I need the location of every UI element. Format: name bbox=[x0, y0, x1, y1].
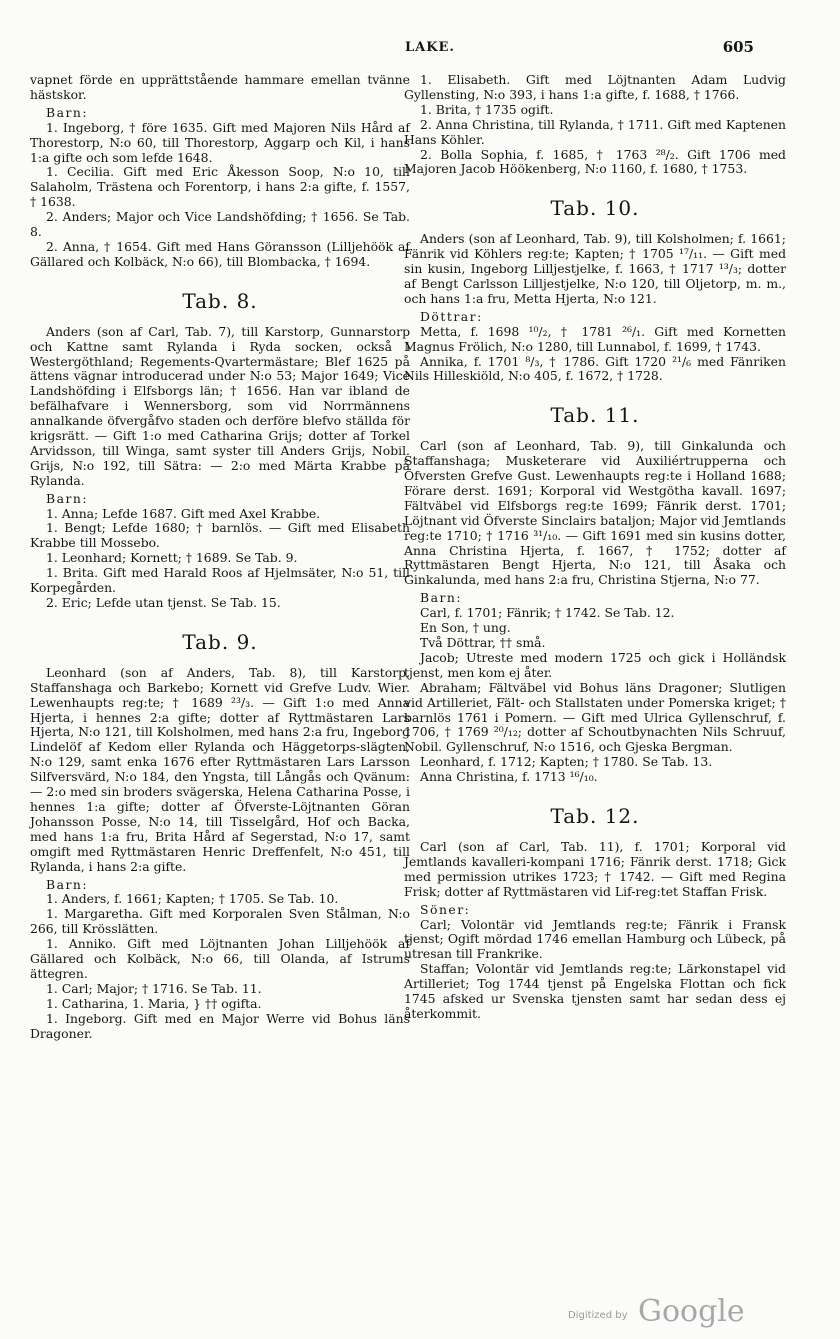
barn-heading: Barn: bbox=[46, 104, 89, 120]
child-entry: 1. Carl; Major; † 1716. Se Tab. 11. bbox=[46, 980, 262, 996]
tab-11-text: Carl (son af Leonhard, Tab. 9), till Ginkalunda och Staffanshaga; Musketerare vid Auxiliértrupperna och Öfversten Grefve Gust. Lewenhaupts reg:te i Holland 1688; Förare derst. 1691; Korporal vid Westgötha kavall. 1697; Fältväbel vid Elfsborgs reg:te 1699; Fänrik derst. 1701; Löjtnant vid Öfverste Sinclairs bataljon; Major vid Jemtlands reg:te 1710; † 1716 ³¹/₁₀. — Gift 1691 med sin kusins dotter, Anna Christina Hjerta, f. 1667, † 1752; dotter af Ryttmästaren Bengt Hjerta, N:o 121, till Åsaka och Ginkalunda, med hans 2:a fru, Christina Stjerna, N:o 77. bbox=[404, 438, 786, 588]
child-entry: Abraham; Fältväbel vid Bohus läns Dragoner; Slutligen vid Artilleriet, Fält- och Stallstaten under Pomerska kriget; † barnlös 1761 i Pomern. — Gift med Ulrica Gyllenschruf, f. 1706, † 1769 ²⁰/₁₂; dotter af Schoutbynachten Nils Schruuf, Nobil. Gyllenschruf, N:o 1516, och Gjeska Bergman. bbox=[404, 679, 786, 755]
child-entry: 1. Catharina, 1. Maria, } †† ogifta. bbox=[46, 995, 262, 1011]
tab-10-heading: Tab. 10. bbox=[550, 196, 640, 221]
child-entry: Staffan; Volontär vid Jemtlands reg:te; Lärkonstapel vid Artilleriet; Tog 1744 tjenst på Engelska Flottan och fick 1745 afsked ur Svenska tjensten samt har sedan dess ej återkommit. bbox=[404, 961, 786, 1021]
child-entry: Carl, f. 1701; Fänrik; † 1742. Se Tab. 12. bbox=[420, 605, 675, 621]
dottrar-heading: Döttrar: bbox=[420, 308, 483, 324]
left-column bbox=[30, 73, 410, 1041]
child-entry: 2. Bolla Sophia, f. 1685, † 1763 ²⁸/₂. Gift 1706 med Majoren Jacob Höökenberg, N:o 1160, f. 1680, † 1753. bbox=[404, 146, 786, 177]
child-entry: Leonhard, f. 1712; Kapten; † 1780. Se Tab. 13. bbox=[420, 754, 713, 770]
child-entry: Annika, f. 1701 ⁸/₃, † 1786. Gift 1720 ²¹/₆ med Fänriken Nils Hilleskiöld, N:o 405, f. 1672, † 1728. bbox=[404, 353, 786, 384]
child-entry: 2. Anna Christina, till Rylanda, † 1711. Gift med Kaptenen Hans Köhler. bbox=[404, 116, 786, 147]
child-entry: 1. Brita, † 1735 ogift. bbox=[420, 101, 554, 117]
tab-11-heading: Tab. 11. bbox=[550, 403, 640, 428]
page-number: 605 bbox=[722, 38, 754, 56]
tab-8-heading: Tab. 8. bbox=[182, 288, 258, 313]
child-entry: Jacob; Utreste med modern 1725 och gick i Holländsk tjenst, men kom ej åter. bbox=[404, 649, 786, 680]
child-entry: Metta, f. 1698 ¹⁰/₂, † 1781 ²⁶/₁. Gift med Kornetten Magnus Frölich, N:o 1280, till Lunnabol, f. 1699, † 1743. bbox=[404, 323, 786, 354]
tab-9-heading: Tab. 9. bbox=[182, 629, 258, 654]
child-entry: 2. Anders; Major och Vice Landshöfding; † 1656. Se Tab. 8. bbox=[30, 209, 410, 240]
running-header bbox=[0, 40, 840, 64]
child-entry: 1. Ingeborg. Gift med en Major Werre vid Bohus läns Dragoner. bbox=[30, 1010, 410, 1041]
running-title: LAKE. bbox=[405, 40, 455, 55]
child-entry: En Son, † ung. bbox=[420, 620, 511, 636]
child-entry: 2. Eric; Lefde utan tjenst. Se Tab. 15. bbox=[46, 595, 281, 610]
child-entry: 1. Anniko. Gift med Löjtnanten Johan Lilljehöök af Gällared och Kolbäck, N:o 66, till Olanda, af Istrums ättegren. bbox=[30, 936, 410, 981]
tab-8-text: Anders (son af Carl, Tab. 7), till Karstorp, Gunnarstorp och Kattne samt Rylanda i Ryda socken, också i Westergöthland; Regements-Qvartermästare; Blef 1625 på ättens vägnar introducerad under N:o 53; Major 1649; Vice Landshöfding i Elfsborgs län; † 1656. Han var ibland de befälhafvare i Wennersborg, som vid Norrmännens annalkande öfvergåfvo staden och derföre blefvo ställda för krigsrätt. — Gift 1:o med Catharina Grijs; dotter af Torkel Arvidsson, till Winga, samt syster till Anders Grijs, Nobil. Grijs, N:o 192, till Sätra: — 2:o med Märta Krabbe på Rylanda. bbox=[30, 323, 410, 488]
child-entry: 1. Leonhard; Kornett; † 1689. Se Tab. 9. bbox=[46, 550, 298, 566]
barn-heading: Barn: bbox=[46, 876, 89, 892]
google-logo: Google bbox=[638, 1294, 745, 1329]
child-entry: 1. Margaretha. Gift med Korporalen Sven Stålman, N:o 266, till Krösslätten. bbox=[30, 906, 410, 937]
right-column bbox=[404, 73, 786, 1022]
digitized-by-label: Digitized by bbox=[568, 1310, 628, 1321]
child-entry: 1. Cecilia. Gift med Eric Åkesson Soop, N:o 10, till Salaholm, Trästena och Forentorp, i hans 2:a gifte, f. 1557, † 1638. bbox=[30, 164, 410, 210]
child-entry: 1. Elisabeth. Gift med Löjtnanten Adam Ludvig Gyllensting, N:o 393, i hans 1:a gifte, f. 1688, † 1766. bbox=[404, 72, 786, 102]
tab-12-heading: Tab. 12. bbox=[550, 804, 640, 829]
tab-10-text: Anders (son af Leonhard, Tab. 9), till Kolsholmen; f. 1661; Fänrik vid Köhlers reg:te; Kapten; † 1705 ¹⁷/₁₁. — Gift med sin kusin, Ingeborg Lilljestjelke, f. 1663, † 1717 ¹³/₃; dotter af Bengt Carlsson Lilljestjelke, N:o 120, till Oljetorp, m. m., och hans 1:a fru, Metta Hjerta, N:o 121. bbox=[404, 231, 786, 306]
intro-paragraph: vapnet förde en upprättstående hammare emellan tvänne hästskor. bbox=[30, 72, 410, 102]
tab-9-text: Leonhard (son af Anders, Tab. 8), till Karstorp, Staffanshaga och Barkebo; Kornett vid Grefve Ludv. Wier. Lewenhaupts reg:te; † 1689 ²³/₃. — Gift 1:o med Anna Hjerta, i hennes 2:a gifte; dotter af Ryttmästaren Lars Hjerta, N:o 121, till Kolsholmen, med hans 2:a fru, Ingeborg Lindelöf af Kedom eller Rylanda och Häggetorps-slägten, N:o 129, samt enka 1676 efter Ryttmästaren Lars Larsson Silfversvärd, N:o 184, den Yngsta, till Långås och Qvänum: — 2:o med sin broders svägerska, Helena Catharina Posse, i hennes 1:a gifte; dotter af Öfverste-Löjtnanten Göran Johansson Posse, N:o 14, till Tisselgård, Hof och Backa, med hans 1:a fru, Brita Hård af Segerstad, N:o 17, samt omgift med Ryttmästaren Henric Dreffenfelt, N:o 451, till Rylanda, i hans 2:a gifte. bbox=[30, 664, 410, 874]
digitized-watermark bbox=[568, 1294, 798, 1328]
soner-heading: Söner: bbox=[420, 901, 471, 917]
child-entry: 1. Anders, f. 1661; Kapten; † 1705. Se Tab. 10. bbox=[46, 891, 339, 907]
child-entry: 1. Brita. Gift med Harald Roos af Hjelmsäter, N:o 51, till Korpegården. bbox=[30, 565, 410, 596]
child-entry: 1. Anna; Lefde 1687. Gift med Axel Krabbe. bbox=[46, 505, 321, 521]
child-entry: 1. Bengt; Lefde 1680; † barnlös. — Gift med Elisabeth Krabbe till Mossebo. bbox=[30, 520, 410, 551]
barn-heading: Barn: bbox=[420, 590, 463, 606]
child-entry: Anna Christina, f. 1713 ¹⁶/₁₀. bbox=[420, 769, 598, 785]
child-entry: Två Döttrar, †† små. bbox=[420, 635, 546, 650]
barn-heading: Barn: bbox=[46, 490, 89, 506]
child-entry: 2. Anna, † 1654. Gift med Hans Göransson (Lilljehöök af Gällared och Kolbäck, N:o 66), till Blombacka, † 1694. bbox=[30, 238, 410, 269]
child-entry: 1. Ingeborg, † före 1635. Gift med Majoren Nils Hård af Thorestorp, N:o 60, till Thorestorp, Aggarp och Kil, i hans 1:a gifte och som lefde 1648. bbox=[30, 119, 410, 165]
child-entry: Carl; Volontär vid Jemtlands reg:te; Fänrik i Fransk tjenst; Ogift mördad 1746 emellan Hamburg och Lübeck, på utresan till Frankrike. bbox=[404, 916, 786, 962]
tab-12-text: Carl (son af Carl, Tab. 11), f. 1701; Korporal vid Jemtlands kavalleri-kompani 1716; Fänrik derst. 1718; Gick med permission utrikes 1723; † 1742. — Gift med Regina Frisk; dotter af Ryttmästaren vid Lif-reg:tet Staffan Frisk. bbox=[404, 838, 786, 899]
